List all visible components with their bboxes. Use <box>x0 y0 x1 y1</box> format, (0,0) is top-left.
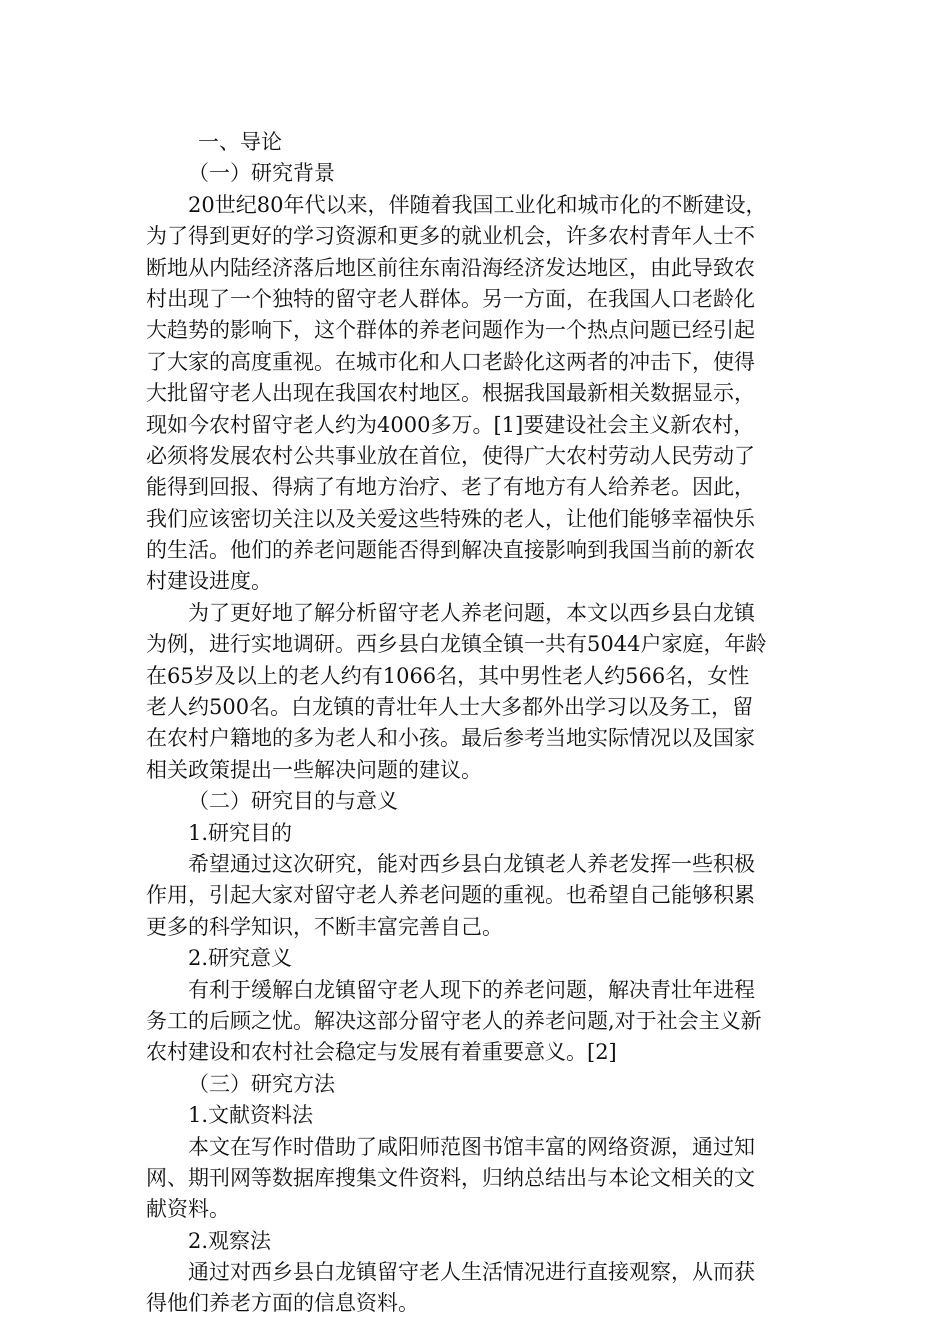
text-line: 得他们养老方面的信息资料。 <box>146 1291 419 1316</box>
text-line: 献资料。 <box>146 1197 230 1222</box>
text-line: 作用，引起大家对留守老人养老问题的重视。也希望自己能够积累 <box>146 883 755 908</box>
heading-line: 一、导论 <box>198 130 282 154</box>
text-line: 本文在写作时借助了咸阳师范图书馆丰富的网络资源，通过知 <box>188 1134 755 1159</box>
text-line: 通过对西乡县白龙镇留守老人生活情况进行直接观察，从而获 <box>188 1260 755 1285</box>
text-line: 20世纪80年代以来，伴随着我国工业化和城市化的不断建设， <box>188 192 767 217</box>
text-line: 为例，进行实地调研。西乡县白龙镇全镇一共有5044户家庭，年龄 <box>146 632 767 657</box>
heading-line: 2.观察法 <box>188 1228 272 1253</box>
text-line: 为了得到更好的学习资源和更多的就业机会，许多农村青年人士不 <box>146 224 755 249</box>
text-line: 村出现了一个独特的留守老人群体。另一方面，在我国人口老龄化 <box>146 286 755 311</box>
heading-line: 1.文献资料法 <box>188 1103 314 1128</box>
text-line: 的生活。他们的养老问题能否得到解决直接影响到我国当前的新农 <box>146 538 755 563</box>
heading-line: （二）研究目的与意义 <box>188 789 398 814</box>
text-line: 为了更好地了解分析留守老人养老问题，本文以西乡县白龙镇 <box>188 600 755 625</box>
text-line: 村建设进度。 <box>146 569 272 594</box>
text-line: 断地从内陆经济落后地区前往东南沿海经济发达地区，由此导致农 <box>146 255 755 280</box>
text-line: 大批留守老人出现在我国农村地区。根据我国最新相关数据显示， <box>146 381 755 406</box>
text-line: 相关政策提出一些解决问题的建议。 <box>146 757 482 782</box>
text-line: 现如今农村留守老人约为4000多万。[1]要建设社会主义新农村， <box>146 412 755 437</box>
text-line: 我们应该密切关注以及关爱这些特殊的老人，让他们能够幸福快乐 <box>146 506 755 531</box>
heading-line: 2.研究意义 <box>188 946 293 971</box>
heading-line: （三）研究方法 <box>188 1071 335 1096</box>
text-line: 农村建设和农村社会稳定与发展有着重要意义。[2] <box>146 1040 617 1065</box>
text-line: 希望通过这次研究，能对西乡县白龙镇老人养老发挥一些积极 <box>188 851 755 876</box>
heading-line: 1.研究目的 <box>188 820 293 845</box>
text-line: 在农村户籍地的多为老人和小孩。最后参考当地实际情况以及国家 <box>146 726 755 751</box>
text-line: 在65岁及以上的老人约有1066名，其中男性老人约566名，女性 <box>146 663 750 688</box>
text-line: 务工的后顾之忧。解决这部分留守老人的养老问题,对于社会主义新 <box>146 1008 762 1033</box>
text-line: 必须将发展农村公共事业放在首位，使得广大农村劳动人民劳动了 <box>146 443 755 468</box>
text-line: 大趋势的影响下，这个群体的养老问题作为一个热点问题已经引起 <box>146 318 755 343</box>
text-line: 网、期刊网等数据库搜集文件资料，归纳总结出与本论文相关的文 <box>146 1165 755 1190</box>
text-line: 更多的科学知识，不断丰富完善自己。 <box>146 914 503 939</box>
text-line: 能得到回报、得病了有地方治疗、老了有地方有人给养老。因此， <box>146 475 755 500</box>
document-body <box>146 127 806 1320</box>
heading-line: （一）研究背景 <box>188 161 335 186</box>
text-line: 有利于缓解白龙镇留守老人现下的养老问题，解决青壮年进程 <box>188 977 755 1002</box>
text-line: 了大家的高度重视。在城市化和人口老龄化这两者的冲击下，使得 <box>146 349 755 374</box>
text-line: 老人约500名。白龙镇的青壮年人士大多都外出学习以及务工，留 <box>146 695 754 720</box>
